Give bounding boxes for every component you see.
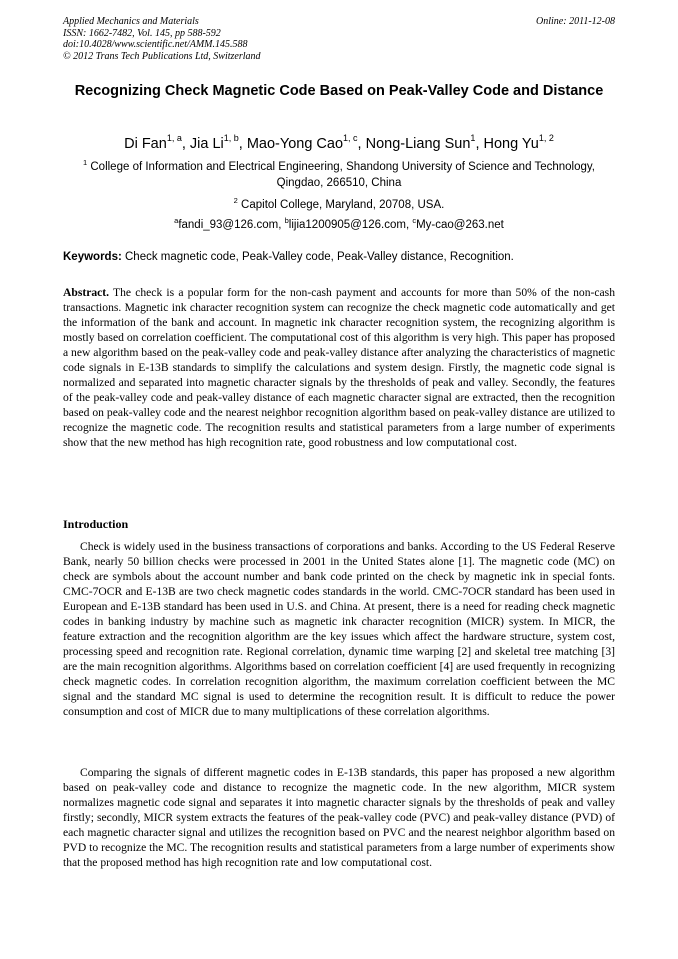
author-name: Mao-Yong Cao (246, 135, 344, 152)
affiliation-sup: 2 (233, 196, 238, 205)
email-sup: b (284, 216, 289, 225)
email-text: fandi_93@126.com (178, 218, 279, 231)
email-text: My-cao@263.net (416, 218, 504, 231)
affiliation-text: Capitol College, Maryland, 20708, USA. (241, 198, 445, 211)
keywords-text: Check magnetic code, Peak-Valley code, Peak-Valley distance, Recognition. (125, 251, 514, 263)
abstract-label: Abstract. (63, 286, 110, 299)
author-affil-sup: 1, 2 (538, 133, 554, 143)
author-affil-sup: 1 (470, 133, 476, 143)
journal-name: Applied Mechanics and Materials (63, 16, 199, 27)
author-name: Nong-Liang Sun (365, 135, 471, 152)
email-sup: c (412, 216, 417, 225)
affiliation-1 (63, 155, 615, 191)
keywords-label: Keywords: (63, 251, 122, 263)
copyright-line: © 2012 Trans Tech Publications Ltd, Switzerland (63, 50, 261, 62)
intro-paragraph-2: Comparing the signals of different magnetic codes in E-13B standards, this paper has proposed a new algorithm based on peak-valley code and distance to recognize the magnetic code. In the new algorithm, MICR system normalizes magnetic code signal and separates it into magnetic character signals by the thresholds of peak and valley firstly; secondly, MICR system extracts the features of the peak-valley code (PVC) and peak-valley distance (PVD) of each magnetic character signal and utilizes the recognition based on PVC and the nearest neighbor algorithm based on PVD to recognize the MC. The recognition results and statistical parameters from a large number of experiments show that the proposed method has high recognition rate and low computational cost. (63, 766, 615, 869)
keywords (63, 250, 615, 265)
author-name: Di Fan (124, 135, 167, 152)
doi-line: doi:10.4028/www.scientific.net/AMM.145.588 (63, 39, 248, 50)
affiliation-sup: 1 (83, 158, 88, 167)
abstract-text: The check is a popular form for the non-cash payment and accounts for more than 50% of the non-cash transactions. Magnetic ink character recognition system can recognize the check magnetic code automatically and get the information of the bank and account. In magnetic ink character recognition system, the recognizing algorithm is mostly based on correlation coefficient. The computational cost of this algorithm is very high. This paper has proposed a new algorithm based on the peak-valley code and peak-valley distance after analyzing the characteristics of magnetic code signals in E-13B standards to simplify the calculations and system design. Firstly, the magnetic code signal is normalized and separated into magnetic character signals by the thresholds of peak and valley. Secondly, the features of the peak-valley code and peak-valley distance of each magnetic character signal are extracted, then the recognition based on peak-valley code and the nearest neighbor recognition algorithm based on peak-valley distance are utilized to recognize the magnetic code. The recognition results and statistical parameters from a large number of experiments show that the new method has high recognition rate, good robustness and low computational cost. (63, 286, 615, 449)
email-sup: a (174, 216, 179, 225)
affiliation-2 (63, 193, 615, 213)
author-name: Jia Li (189, 135, 224, 152)
section-heading: Introduction (63, 517, 129, 531)
email-c (412, 216, 504, 231)
email-a (174, 216, 279, 231)
email-b (284, 216, 406, 231)
author-affil-sup: 1, a (166, 133, 182, 143)
author-name: Hong Yu (483, 135, 539, 152)
author-affil-sup: 1, c (343, 133, 358, 143)
paper-title: Recognizing Check Magnetic Code Based on Peak-Valley Code and Distance (74, 83, 604, 99)
online-date: Online: 2011-12-08 (536, 16, 615, 27)
author-list: Di Fan$^{1, a}$, Jia Li$^{1, b}$, Mao-Yong Cao$^{1, c}$, Nong-Liang Sun$^1$, Hong Yu$^{1, 2}$ (124, 133, 554, 152)
author-affil-sup: 1, b (223, 133, 239, 143)
intro-paragraph-1: Check is widely used in the business transactions of corporations and banks. According to the US Federal Reserve Bank, nearly 50 billion checks were processed in 2001 in the United States alone [1]. The magnetic code (MC) on check are symbols about the account number and bank code printed on the check by magnetic ink in special fonts. CMC-7OCR and E-13B are two check magnetic codes standards in the world. CMC-7OCR standard has been used in European and E-13B standard has been used in U.S. and China. At present, there is a need for reading check magnetic codes in banking industry by machine such as magnetic ink character recognition (MICR) system. In MICR, the feature extraction and the recognition algorithm are the key issues which affect the hardware structure, system cost, processing speed and recognition rate. Regional correlation, dynamic time warping [2] and skeletal tree matching [3] are the main recognition algorithms. Algorithms based on correlation coefficient [4] are used frequently in recognizing check magnetic codes. In correlation recognition algorithm, the maximum correlation coefficient between the MC signal and the standard MC signal is used to determine the recognition result. It is difficult to reduce the power consumption and cost of MICR due to many multiplications of these correlation algorithms. (63, 540, 615, 718)
affiliation-text: College of Information and Electrical Engineering, Shandong University of Science and Technology, Qingdao, 266510, China (90, 160, 595, 189)
email-text: lijia1200905@126.com (288, 218, 406, 231)
abstract (63, 285, 615, 450)
email-list: $^a$fandi_93@126.com, $^b$lijia1200905@126.com, $^c$My-cao@263.net (174, 216, 504, 231)
issn-line: ISSN: 1662-7482, Vol. 145, pp 588-592 (63, 27, 221, 39)
journal-header (63, 16, 463, 62)
